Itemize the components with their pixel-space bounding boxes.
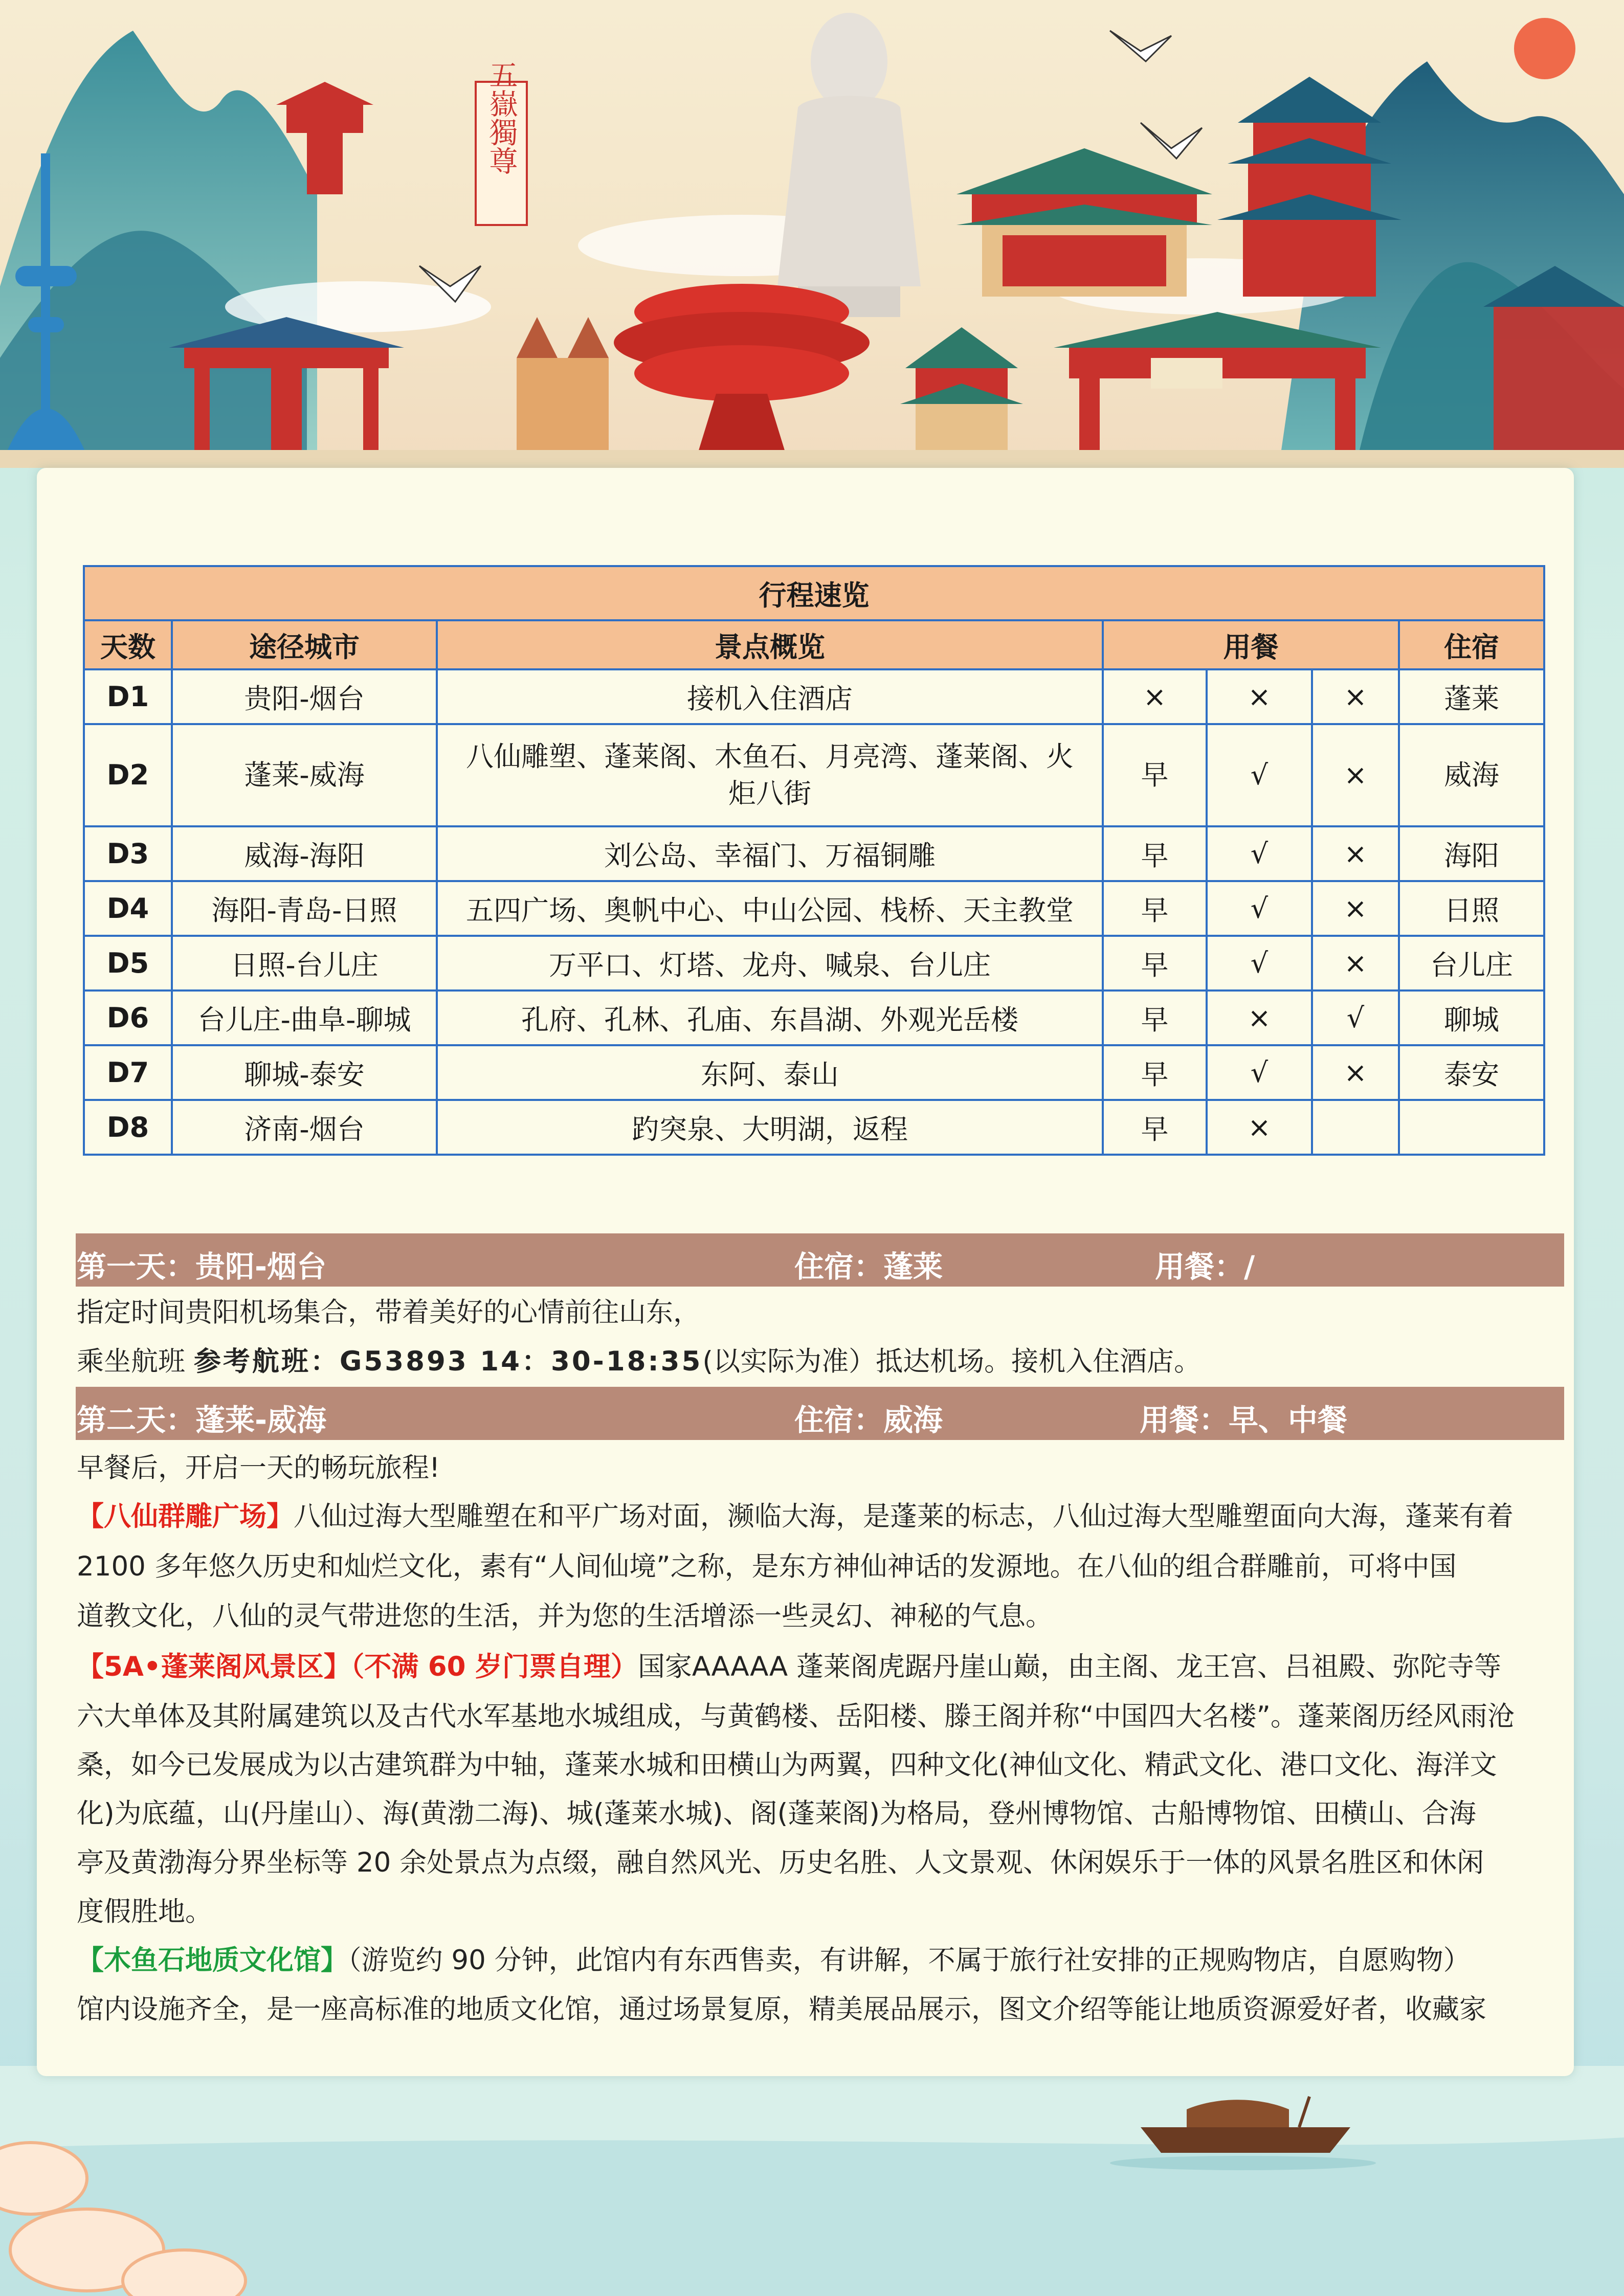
- bajian-tag: 【八仙群雕广场】: [77, 1501, 294, 1532]
- route-cell: 蓬莱-威海: [172, 724, 437, 826]
- day-cell: D1: [84, 669, 172, 724]
- header-sights: 景点概览: [437, 620, 1103, 669]
- sights-cell: 趵突泉、大明湖，返程: [437, 1100, 1103, 1155]
- muyushi-line1: [77, 1940, 1565, 1981]
- day1-header-bar: [76, 1233, 1564, 1287]
- route-cell: 济南-烟台: [172, 1100, 437, 1155]
- breakfast-cell: 早: [1103, 881, 1207, 936]
- bajian-line1: [77, 1496, 1565, 1537]
- day1-flight-prefix: 乘坐航班: [77, 1346, 194, 1377]
- muyushi-line2: 馆内设施齐全，是一座高标准的地质文化馆，通过场景复原，精美展品展示，图文介绍等能让地质资源爱好者，收藏家: [77, 1994, 1486, 2025]
- route-cell: 威海-海阳: [172, 826, 437, 881]
- day2-hotel: 住宿：威海: [794, 1403, 943, 1437]
- sights-cell: 东阿、泰山: [437, 1045, 1103, 1100]
- sights-cell: 孔府、孔林、孔庙、东昌湖、外观光岳楼: [437, 991, 1103, 1045]
- table-row: [84, 1100, 1544, 1155]
- bajian-text: 八仙过海大型雕塑在和平广场对面，濒临大海，是蓬莱的标志，八仙过海大型雕塑面向大海，蓬莱有着: [294, 1501, 1514, 1532]
- table-title: 行程速览: [84, 566, 1544, 620]
- penglai-line5: 亭及黄渤海分界坐标等 20 余处景点为点缀，融自然风光、历史名胜、人文景观、休闲娱乐于一体的风景名胜区和休闲: [77, 1847, 1484, 1878]
- dinner-cell: ×: [1312, 881, 1399, 936]
- table-row: [84, 669, 1544, 724]
- hotel-cell: 聊城: [1399, 991, 1544, 1045]
- muyushi-text: （游览约 90 分钟，此馆内有东西售卖，有讲解，不属于旅行社安排的正规购物店，自愿购物）: [348, 1945, 1471, 1976]
- muyushi-tag: 【木鱼石地质文化馆】: [77, 1945, 348, 1976]
- sun-icon: [1514, 18, 1575, 79]
- header-illustration: [0, 0, 1624, 468]
- breakfast-cell: 早: [1103, 724, 1207, 826]
- wuyue-sign: [476, 60, 527, 225]
- table-row: [84, 936, 1544, 991]
- sights-cell: 刘公岛、幸福门、万福铜雕: [437, 826, 1103, 881]
- day1-flight-suffix: (以实际为准）抵达机场。接机入住酒店。: [702, 1346, 1202, 1377]
- day-cell: D7: [84, 1045, 172, 1100]
- header-hotel: 住宿: [1399, 620, 1544, 669]
- dinner-cell: ×: [1312, 826, 1399, 881]
- day1-flight-info: 参考航班：G53893 14：30-18:35: [193, 1346, 703, 1377]
- route-cell: 海阳-青岛-日照: [172, 881, 437, 936]
- dinner-cell: [1312, 1100, 1399, 1155]
- hotel-cell: 蓬莱: [1399, 669, 1544, 724]
- hotel-cell: 台儿庄: [1399, 936, 1544, 991]
- table-row: [84, 826, 1544, 881]
- dinner-cell: √: [1312, 991, 1399, 1045]
- footer-illustration: [0, 2066, 1624, 2296]
- penglai-line4: 化)为底蕴，山(丹崖山）、海(黄渤二海)、城(蓬莱水城)、阁(蓬莱阁)为格局，登州博物馆、古船博物馆、田横山、合海: [77, 1798, 1476, 1829]
- lunch-cell: √: [1207, 1045, 1312, 1100]
- route-cell: 聊城-泰安: [172, 1045, 437, 1100]
- table-row: [84, 881, 1544, 936]
- lunch-cell: ×: [1207, 991, 1312, 1045]
- day-cell: D8: [84, 1100, 172, 1155]
- lunch-cell: √: [1207, 724, 1312, 826]
- penglai-line1: [77, 1647, 1565, 1687]
- lunch-cell: ×: [1207, 669, 1312, 724]
- day-cell: D3: [84, 826, 172, 881]
- breakfast-cell: 早: [1103, 1100, 1207, 1155]
- sights-cell: 万平口、灯塔、龙舟、喊泉、台儿庄: [437, 936, 1103, 991]
- dinner-cell: ×: [1312, 669, 1399, 724]
- hotel-cell: 海阳: [1399, 826, 1544, 881]
- table-row: [84, 991, 1544, 1045]
- penglai-text: 国家AAAAA 蓬莱阁虎踞丹崖山巅，由主阁、龙王宫、吕祖殿、弥陀寺等: [637, 1651, 1501, 1682]
- memorial-arch-icon: [169, 317, 404, 465]
- lunch-cell: √: [1207, 826, 1312, 881]
- breakfast-cell: 早: [1103, 991, 1207, 1045]
- route-cell: 贵阳-烟台: [172, 669, 437, 724]
- header-route: 途径城市: [172, 620, 437, 669]
- breakfast-cell: 早: [1103, 936, 1207, 991]
- day2-intro: 早餐后，开启一天的畅玩旅程!: [77, 1452, 440, 1483]
- day-cell: D2: [84, 724, 172, 826]
- svg-text:五嶽獨尊: 五嶽獨尊: [484, 60, 518, 175]
- dinner-cell: ×: [1312, 1045, 1399, 1100]
- sights-cell: 五四广场、奥帆中心、中山公园、栈桥、天主教堂: [437, 881, 1103, 936]
- bajian-line2: 2100 多年悠久历史和灿烂文化，素有“人间仙境”之称，是东方神仙神话的发源地。在八仙的组合群雕前，可将中国: [77, 1551, 1457, 1582]
- day1-meals: 用餐：/: [1155, 1249, 1255, 1284]
- table-row: [84, 1045, 1544, 1100]
- dinner-cell: ×: [1312, 724, 1399, 826]
- breakfast-cell: ×: [1103, 669, 1207, 724]
- penglai-line6: 度假胜地。: [77, 1896, 212, 1927]
- hotel-cell: 泰安: [1399, 1045, 1544, 1100]
- day1-title: 第一天：贵阳-烟台: [77, 1249, 327, 1284]
- day1-line2: [77, 1341, 1565, 1382]
- lunch-cell: ×: [1207, 1100, 1312, 1155]
- sights-cell: 接机入住酒店: [437, 669, 1103, 724]
- itinerary-table: [83, 565, 1545, 1156]
- hotel-cell: 威海: [1399, 724, 1544, 826]
- route-cell: 日照-台儿庄: [172, 936, 437, 991]
- day-cell: D5: [84, 936, 172, 991]
- route-cell: 台儿庄-曲阜-聊城: [172, 991, 437, 1045]
- lunch-cell: √: [1207, 881, 1312, 936]
- day2-header-bar: [76, 1387, 1564, 1440]
- dinner-cell: ×: [1312, 936, 1399, 991]
- breakfast-cell: 早: [1103, 826, 1207, 881]
- hotel-cell: 日照: [1399, 881, 1544, 936]
- penglai-line2: 六大单体及其附属建筑以及古代水军基地水城组成，与黄鹤楼、岳阳楼、滕王阁并称“中国四大名楼”。蓬莱阁历经风雨沧: [77, 1701, 1515, 1732]
- penglai-tag: 【5A•蓬莱阁风景区】（不满 60 岁门票自理）: [77, 1651, 638, 1682]
- day1-line1: 指定时间贵阳机场集合，带着美好的心情前往山东，: [77, 1297, 700, 1328]
- day-cell: D6: [84, 991, 172, 1045]
- breakfast-cell: 早: [1103, 1045, 1207, 1100]
- hotel-cell: [1399, 1100, 1544, 1155]
- sights-cell: 八仙雕塑、蓬莱阁、木鱼石、月亮湾、蓬莱阁、火炬八街: [437, 724, 1103, 826]
- header-meals: 用餐: [1103, 620, 1399, 669]
- day2-meals: 用餐：早、中餐: [1140, 1403, 1348, 1437]
- bajian-line3: 道教文化，八仙的灵气带进您的生活，并为您的生活增添一些灵幻、神秘的气息。: [77, 1601, 1053, 1632]
- day-cell: D4: [84, 881, 172, 936]
- day2-title: 第二天：蓬莱-威海: [77, 1403, 327, 1437]
- lunch-cell: √: [1207, 936, 1312, 991]
- penglai-line3: 桑，如今已发展成为以古建筑群为中轴，蓬莱水城和田横山为两翼，四种文化(神仙文化、精武文化、港口文化、海洋文: [77, 1749, 1497, 1781]
- day1-hotel: 住宿：蓬莱: [794, 1249, 943, 1284]
- table-row: [84, 724, 1544, 826]
- header-day: 天数: [84, 620, 172, 669]
